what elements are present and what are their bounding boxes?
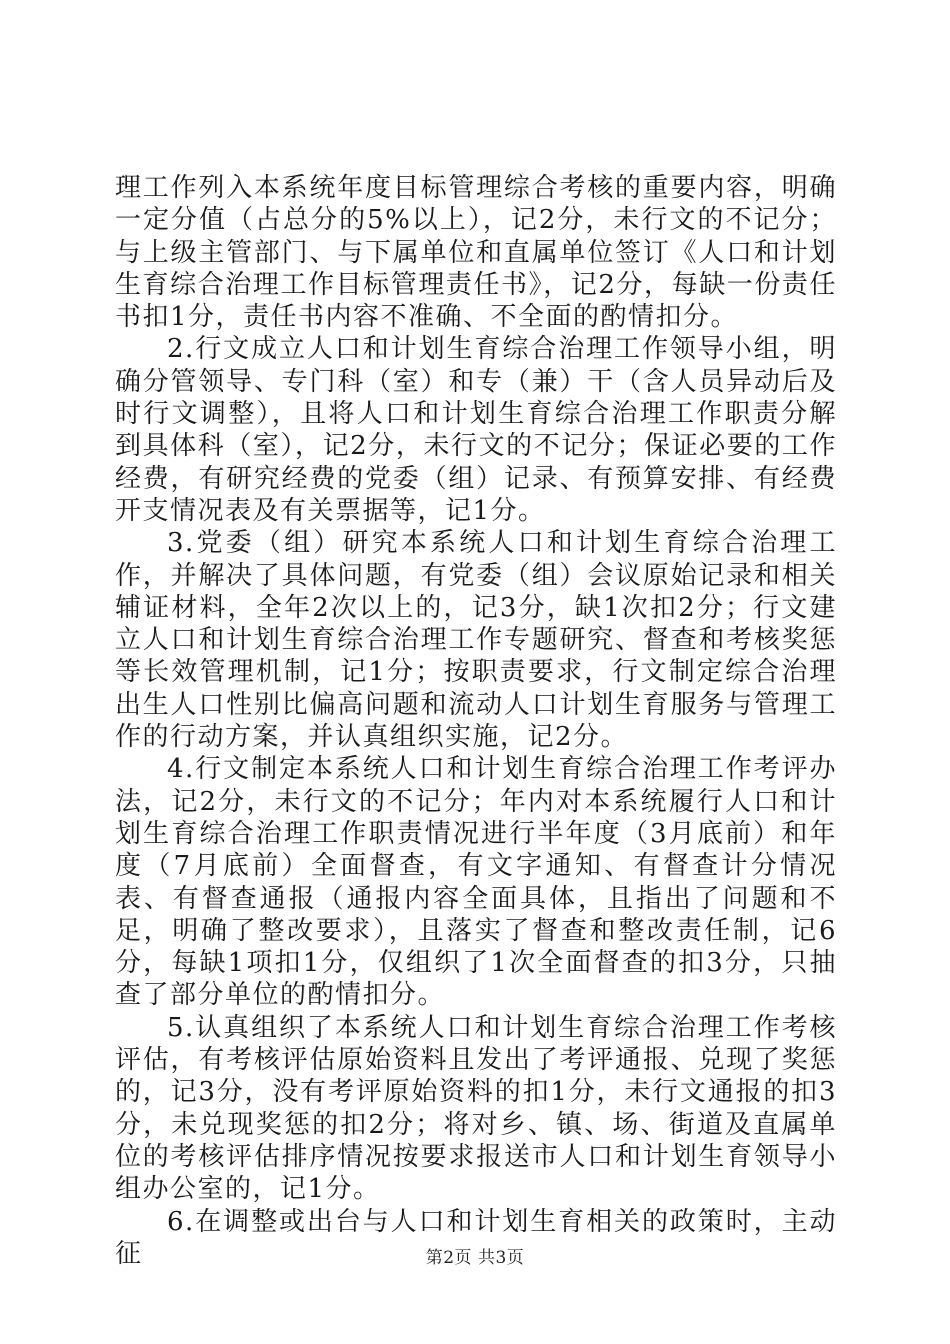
paragraph-1: 理工作列入本系统年度目标管理综合考核的重要内容，明确一定分值（占总分的5%以上），记2分，未行文的不记分；与上级主管部门、与下属单位和直属单位签订《人口和计划生育综合治理工作目标管理责任书》，记2分，每缺一份责任书扣1分，责任书内容不准确、不全面的酌情扣分。 <box>115 173 837 333</box>
page-number-footer: 第2页 共3页 <box>425 1248 525 1268</box>
paragraph-3: 3.党委（组）研究本系统人口和计划生育综合治理工作，并解决了具体问题，有党委（组）会议原始记录和相关辅证材料，全年2次以上的，记3分，缺1次扣2分；行文建立人口和计划生育综合治理工作专题研究、督查和考核奖惩等长效管理机制，记1分；按职责要求，行文制定综合治理出生人口性别比偏高问题和流动人口计划生育服务与管理工作的行动方案，并认真组织实施，记2分。 <box>115 528 837 753</box>
document-body <box>115 172 837 1270</box>
paragraph-4: 4.行文制定本系统人口和计划生育综合治理工作考评办法，记2分，未行文的不记分；年内对本系统履行人口和计划生育综合治理工作职责情况进行半年度（3月底前）和年度（7月底前）全面督查，有文字通知、有督查计分情况表、有督查通报（通报内容全面具体，且指出了问题和不足，明确了整改要求），且落实了督查和整改责任制，记6分，每缺1项扣1分，仅组织了1次全面督查的扣3分，只抽查了部分单位的酌情扣分。 <box>115 754 837 1011</box>
paragraph-6: 6.在调整或出台与人口和计划生育相关的政策时，主动征 <box>115 1206 837 1269</box>
paragraph-2: 2.行文成立人口和计划生育综合治理工作领导小组，明确分管领导、专门科（室）和专（兼）干（含人员异动后及时行文调整），且将人口和计划生育综合治理工作职责分解到具体科（室），记2分，未行文的不记分；保证必要的工作经费，有研究经费的党委（组）记录、有预算安排、有经费开支情况表及有关票据等，记1分。 <box>115 334 837 526</box>
paragraph-5: 5.认真组织了本系统人口和计划生育综合治理工作考核评估，有考核评估原始资料且发出了考评通报、兑现了奖惩的，记3分，没有考评原始资料的扣1分，未行文通报的扣3分，未兑现奖惩的扣2分；将对乡、镇、场、街道及直属单位的考核评估排序情况按要求报送市人口和计划生育领导小组办公室的，记1分。 <box>115 1012 837 1205</box>
